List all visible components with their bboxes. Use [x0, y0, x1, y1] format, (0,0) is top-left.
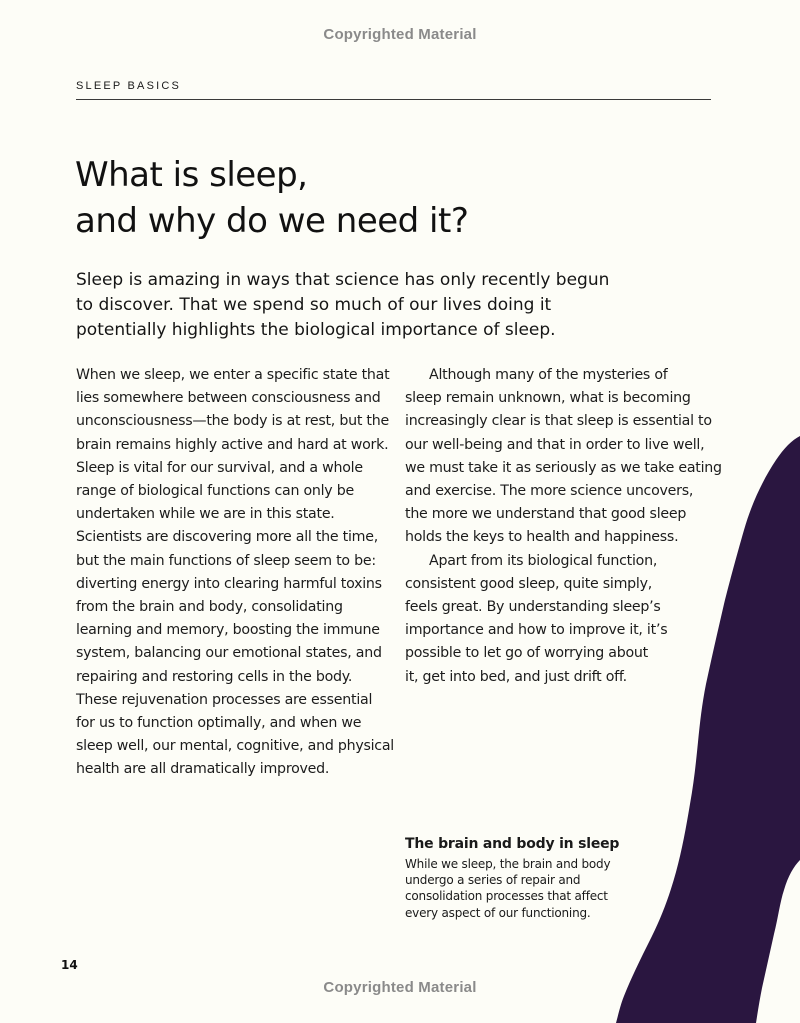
- intro-line: Sleep is amazing in ways that science has only recently begun: [76, 270, 610, 290]
- body-line: possible to let go of worrying about: [405, 645, 648, 662]
- body-line: the more we understand that good sleep: [405, 506, 687, 523]
- body-line: brain remains highly active and hard at work.: [76, 436, 389, 453]
- caption-line: consolidation processes that affect: [405, 889, 608, 904]
- body-line: Apart from its biological function,: [429, 552, 658, 569]
- body-line: When we sleep, we enter a specific state that: [76, 367, 390, 383]
- body-line: consistent good sleep, quite simply,: [405, 575, 652, 592]
- intro-line: potentially highlights the biological importance of sleep.: [76, 320, 556, 340]
- body-line: range of biological functions can only be: [76, 483, 354, 500]
- body-line: Although many of the mysteries of: [429, 367, 668, 383]
- watermark-top: Copyrighted Material: [323, 26, 477, 43]
- caption-line: While we sleep, the brain and body: [405, 857, 611, 871]
- body-line: lies somewhere between consciousness and: [76, 390, 381, 407]
- body-line: learning and memory, boosting the immune: [76, 622, 380, 639]
- body-line: feels great. By understanding sleep’s: [405, 599, 661, 616]
- body-line: health are all dramatically improved.: [76, 761, 330, 778]
- page-title-line: and why do we need it?: [75, 201, 469, 241]
- running-head: SLEEP BASICS: [76, 80, 182, 92]
- body-line: holds the keys to health and happiness.: [405, 529, 679, 546]
- body-line: sleep well, our mental, cognitive, and physical: [76, 738, 394, 755]
- body-line: diverting energy into clearing harmful toxins: [76, 575, 382, 592]
- body-line: and exercise. The more science uncovers,: [405, 483, 694, 500]
- body-line: repairing and restoring cells in the body.: [76, 668, 353, 685]
- body-line: system, balancing our emotional states, and: [76, 645, 382, 662]
- body-line: sleep remain unknown, what is becoming: [405, 390, 691, 407]
- body-line: undertaken while we are in this state.: [76, 506, 335, 523]
- body-line: from the brain and body, consolidating: [76, 599, 343, 616]
- watermark-bottom: Copyrighted Material: [323, 979, 477, 996]
- body-line: Scientists are discovering more all the time,: [76, 529, 378, 546]
- silhouette-shape: [616, 436, 800, 1023]
- body-line: Sleep is vital for our survival, and a whole: [76, 459, 363, 476]
- page-number: 14: [61, 958, 78, 972]
- caption-line: every aspect of our functioning.: [405, 905, 591, 920]
- page-title-line: What is sleep,: [75, 155, 308, 195]
- body-line: it, get into bed, and just drift off.: [405, 668, 627, 685]
- body-line: but the main functions of sleep seem to be:: [76, 552, 376, 569]
- caption-line: undergo a series of repair and: [405, 873, 581, 888]
- body-line: unconsciousness—the body is at rest, but the: [76, 413, 389, 430]
- body-line: These rejuvenation processes are essential: [76, 691, 373, 708]
- caption-body: [405, 856, 635, 921]
- caption-title: The brain and body in sleep: [405, 836, 620, 852]
- body-line: importance and how to improve it, it’s: [405, 622, 668, 639]
- body-line: our well-being and that in order to live well,: [405, 436, 705, 453]
- body-line: for us to function optimally, and when we: [76, 715, 362, 732]
- intro-line: to discover. That we spend so much of our lives doing it: [76, 295, 552, 315]
- figure-caption: [405, 834, 635, 921]
- body-line: we must take it as seriously as we take eating: [405, 459, 722, 476]
- body-line: increasingly clear is that sleep is essential to: [405, 413, 712, 430]
